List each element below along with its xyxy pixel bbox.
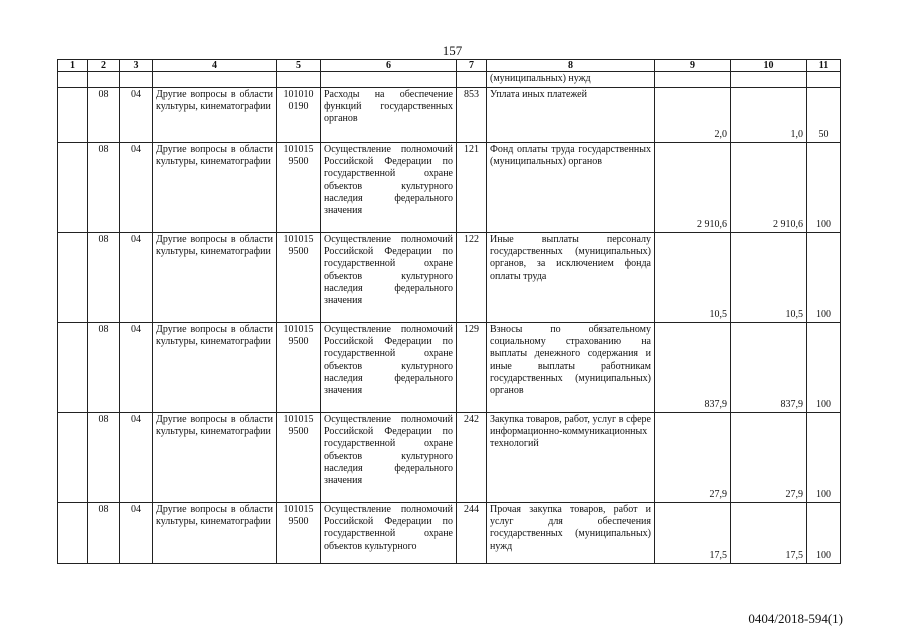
column-header: 6: [321, 60, 457, 72]
column-header: 5: [277, 60, 321, 72]
section-code-cell: 08: [88, 413, 120, 503]
article-name-cell: [321, 72, 457, 88]
target-article-cell: 101015 9500: [277, 143, 321, 233]
expense-type-cell: 242: [457, 413, 487, 503]
actual-amount-cell: 1,0: [731, 88, 807, 143]
target-article-cell: 101015 9500: [277, 413, 321, 503]
expense-type-cell: 244: [457, 503, 487, 564]
table-header-row: [58, 60, 841, 72]
section-code-cell: 08: [88, 88, 120, 143]
actual-amount-cell: [731, 72, 807, 88]
section-code-cell: 08: [88, 233, 120, 323]
expense-type-cell: 121: [457, 143, 487, 233]
expense-name-cell: Иные выплаты персоналу государственных (муниципальных) органов, за исключением фонда оплаты труда: [487, 233, 655, 323]
target-article-cell: 101015 9500: [277, 503, 321, 564]
expense-type-cell: 122: [457, 233, 487, 323]
column-header: 8: [487, 60, 655, 72]
expense-type-cell: 853: [457, 88, 487, 143]
plan-amount-cell: 27,9: [655, 413, 731, 503]
actual-amount-cell: 27,9: [731, 413, 807, 503]
table-row: [58, 72, 841, 88]
article-name-cell: Расходы на обеспечение функций государственных органов: [321, 88, 457, 143]
target-article-cell: 101015 9500: [277, 233, 321, 323]
actual-amount-cell: 2 910,6: [731, 143, 807, 233]
column-header: 1: [58, 60, 88, 72]
row-number-cell: [58, 323, 88, 413]
plan-amount-cell: 17,5: [655, 503, 731, 564]
table-row: [58, 413, 841, 503]
row-number-cell: [58, 503, 88, 564]
plan-amount-cell: 837,9: [655, 323, 731, 413]
article-name-cell: Осуществление полномочий Российской Федерации по государственной охране объектов культурного: [321, 503, 457, 564]
percent-cell: 100: [807, 503, 841, 564]
column-header: 3: [120, 60, 153, 72]
subsection-code-cell: 04: [120, 503, 153, 564]
target-article-cell: 101010 0190: [277, 88, 321, 143]
expense-name-cell: Закупка товаров, работ, услуг в сфере информационно-коммуникационных технологий: [487, 413, 655, 503]
section-code-cell: 08: [88, 503, 120, 564]
actual-amount-cell: 17,5: [731, 503, 807, 564]
row-number-cell: [58, 72, 88, 88]
section-code-cell: 08: [88, 143, 120, 233]
expense-name-cell: Уплата иных платежей: [487, 88, 655, 143]
percent-cell: [807, 72, 841, 88]
column-header: 2: [88, 60, 120, 72]
percent-cell: 100: [807, 323, 841, 413]
expense-type-cell: [457, 72, 487, 88]
expense-name-cell: Фонд оплаты труда государственных (муниципальных) органов: [487, 143, 655, 233]
table-row: [58, 323, 841, 413]
expense-name-cell: Прочая закупка товаров, работ и услуг для обеспечения государственных (муниципальных) нужд: [487, 503, 655, 564]
section-name-cell: Другие вопросы в области культуры, кинематографии: [153, 143, 277, 233]
page-number: 157: [442, 43, 463, 58]
percent-cell: 100: [807, 413, 841, 503]
expense-name-cell: (муниципальных) нужд: [487, 72, 655, 88]
row-number-cell: [58, 233, 88, 323]
table-row: [58, 143, 841, 233]
subsection-code-cell: [120, 72, 153, 88]
section-code-cell: 08: [88, 323, 120, 413]
column-header: 4: [153, 60, 277, 72]
actual-amount-cell: 837,9: [731, 323, 807, 413]
row-number-cell: [58, 143, 88, 233]
article-name-cell: Осуществление полномочий Российской Федерации по государственной охране объектов культурного наследия федерального значения: [321, 233, 457, 323]
row-number-cell: [58, 88, 88, 143]
section-name-cell: Другие вопросы в области культуры, кинематографии: [153, 503, 277, 564]
article-name-cell: Осуществление полномочий Российской Федерации по государственной охране объектов культурного наследия федерального значения: [321, 323, 457, 413]
section-name-cell: Другие вопросы в области культуры, кинематографии: [153, 88, 277, 143]
plan-amount-cell: 2 910,6: [655, 143, 731, 233]
subsection-code-cell: 04: [120, 143, 153, 233]
budget-table: [57, 59, 841, 564]
percent-cell: 100: [807, 143, 841, 233]
section-name-cell: [153, 72, 277, 88]
actual-amount-cell: 10,5: [731, 233, 807, 323]
table-row: [58, 503, 841, 564]
column-header: 11: [807, 60, 841, 72]
table-row: [58, 88, 841, 143]
target-article-cell: [277, 72, 321, 88]
document-code: 0404/2018-594(1): [748, 611, 843, 626]
column-header: 10: [731, 60, 807, 72]
percent-cell: 50: [807, 88, 841, 143]
subsection-code-cell: 04: [120, 323, 153, 413]
target-article-cell: 101015 9500: [277, 323, 321, 413]
section-name-cell: Другие вопросы в области культуры, кинематографии: [153, 233, 277, 323]
article-name-cell: Осуществление полномочий Российской Федерации по государственной охране объектов культурного наследия федерального значения: [321, 413, 457, 503]
subsection-code-cell: 04: [120, 233, 153, 323]
section-name-cell: Другие вопросы в области культуры, кинематографии: [153, 413, 277, 503]
plan-amount-cell: 10,5: [655, 233, 731, 323]
percent-cell: 100: [807, 233, 841, 323]
plan-amount-cell: [655, 72, 731, 88]
row-number-cell: [58, 413, 88, 503]
section-code-cell: [88, 72, 120, 88]
expense-name-cell: Взносы по обязательному социальному страхованию на выплаты денежного содержания и иные выплаты работникам государственных (муниципальных) органов: [487, 323, 655, 413]
subsection-code-cell: 04: [120, 88, 153, 143]
section-name-cell: Другие вопросы в области культуры, кинематографии: [153, 323, 277, 413]
table-row: [58, 233, 841, 323]
plan-amount-cell: 2,0: [655, 88, 731, 143]
subsection-code-cell: 04: [120, 413, 153, 503]
expense-type-cell: 129: [457, 323, 487, 413]
column-header: 9: [655, 60, 731, 72]
column-header: 7: [457, 60, 487, 72]
article-name-cell: Осуществление полномочий Российской Федерации по государственной охране объектов культурного наследия федерального значения: [321, 143, 457, 233]
